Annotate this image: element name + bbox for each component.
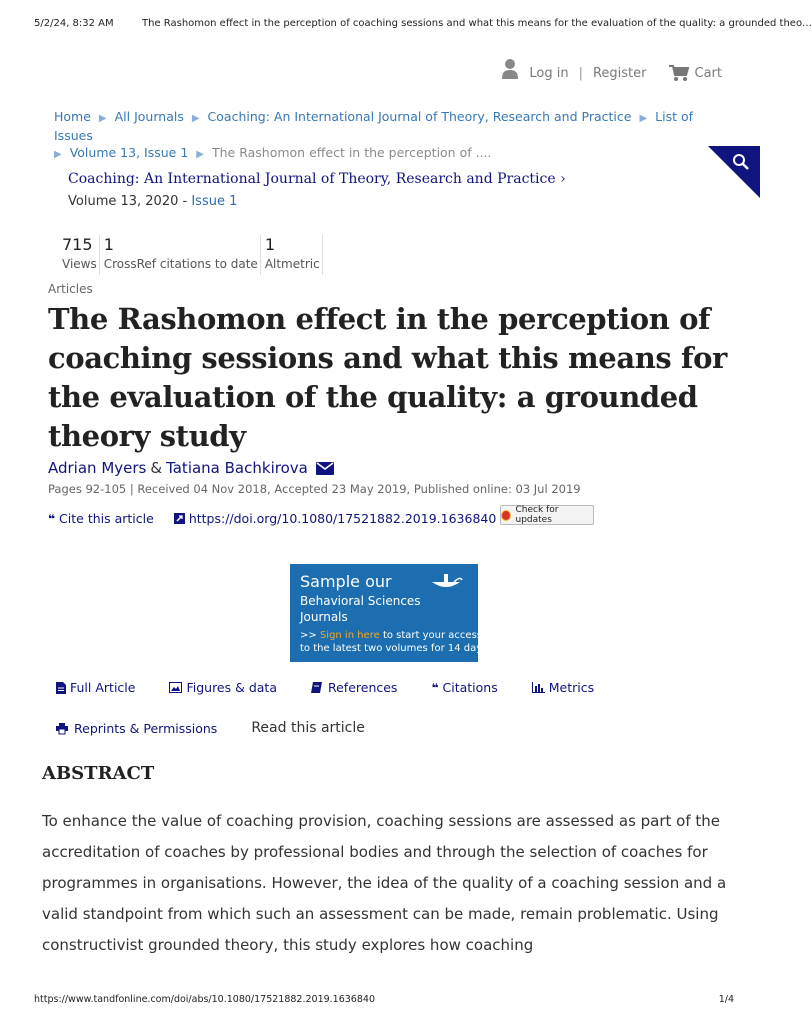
tab-reprints[interactable] — [56, 721, 217, 736]
author-separator: & — [150, 459, 163, 477]
article-title: The Rashomon effect in the perception of coaching sessions and what this means for the evaluation of the quality: a grounded theory study — [48, 302, 727, 453]
breadcrumb-arrow-icon: ▶ — [54, 149, 62, 160]
journal-title-link[interactable]: Coaching: An International Journal of Theory, Research and Practice › — [68, 171, 566, 187]
breadcrumb-journal[interactable]: Coaching: An International Journal of Theory, Research and Practice — [207, 109, 632, 124]
tab-label: References — [327, 680, 398, 695]
metric-label: Views — [62, 257, 97, 271]
check-for-updates-button[interactable] — [500, 505, 594, 525]
tab-metrics[interactable] — [532, 680, 594, 695]
metric-altmetric — [261, 235, 323, 275]
quote-icon: ❝ — [48, 511, 56, 526]
breadcrumb — [54, 108, 734, 163]
ad-banner[interactable] — [290, 564, 488, 662]
print-title: The Rashomon effect in the perception of coaching sessions and what this means for the evaluation of the quality: a grounded theo… — [142, 18, 812, 29]
login-link[interactable]: Log in — [529, 65, 569, 81]
tab-label: Full Article — [70, 680, 136, 695]
author-link[interactable]: Adrian Myers — [48, 459, 147, 477]
metric-views — [58, 235, 100, 275]
publication-info: Pages 92-105 | Received 04 Nov 2018, Accepted 23 May 2019, Published online: 03 Jul 2019 — [48, 482, 581, 496]
mail-icon[interactable] — [316, 462, 334, 475]
abstract-heading: ABSTRACT — [42, 763, 155, 784]
register-link[interactable]: Register — [592, 65, 647, 81]
author-list — [48, 459, 334, 477]
person-icon — [501, 58, 519, 80]
volume-text: Volume 13, 2020 - — [68, 194, 192, 209]
tab-full-article[interactable] — [56, 680, 135, 695]
external-link-icon — [174, 513, 185, 524]
tab-references[interactable] — [311, 680, 397, 695]
metric-label: Altmetric — [264, 257, 320, 271]
user-bar — [501, 58, 722, 88]
crossmark-icon — [501, 510, 511, 521]
metric-value: 1 — [103, 235, 114, 254]
breadcrumb-list-of-issues[interactable]: List of Issues — [54, 109, 694, 143]
cart-link[interactable]: Cart — [694, 65, 722, 81]
bar-chart-icon — [532, 682, 545, 693]
cart-icon[interactable] — [669, 64, 689, 82]
doi-text: https://doi.org/10.1080/17521882.2019.1636840 — [188, 511, 497, 526]
tab-read-this-article[interactable]: Read this article — [251, 720, 365, 736]
document-icon — [56, 682, 66, 694]
abstract-text: To enhance the value of coaching provision, coaching sessions are assessed as part of the accreditation of coaches by professional bodies and through the selection of coaches for programmes in organisations. However, the idea of the quality of a coaching session and a valid standpoint from which such an assessment can be made, remain problematic. Using constructivist grounded theory, this study explores how coaching — [42, 812, 727, 954]
ad-line: Journals — [300, 610, 348, 624]
print-url: https://www.tandfonline.com/doi/abs/10.1080/17521882.2019.1636840 — [34, 994, 375, 1005]
ad-line: Behavioral Sciences — [300, 594, 421, 608]
article-metrics — [58, 235, 323, 275]
metric-value: 715 — [62, 235, 93, 254]
ad-line: Sample our — [300, 572, 392, 591]
print-footer — [34, 994, 734, 1005]
userbar-separator: | — [578, 65, 583, 81]
breadcrumb-volume-issue[interactable]: Volume 13, Issue 1 — [69, 145, 189, 160]
metric-label: CrossRef citations to date — [103, 257, 258, 271]
check-updates-label: Check for updates — [515, 505, 559, 525]
breadcrumb-arrow-icon: ▶ — [98, 113, 107, 124]
tab-label: Reprints & Permissions — [74, 720, 218, 736]
doi-link[interactable] — [174, 511, 497, 526]
ad-line: to the latest two volumes for 14 days — [300, 643, 488, 654]
metric-crossref — [100, 235, 261, 275]
breadcrumb-current: The Rashomon effect in the perception of .... — [211, 145, 492, 160]
image-icon — [169, 682, 182, 693]
article-tabs — [56, 680, 628, 695]
breadcrumb-home[interactable]: Home — [54, 109, 91, 124]
tab-label: Figures & data — [186, 680, 277, 695]
breadcrumb-arrow-icon: ▶ — [639, 113, 648, 124]
breadcrumb-arrow-icon: ▶ — [191, 113, 200, 124]
article-tabs-row-2 — [56, 720, 365, 736]
lamp-icon — [428, 572, 464, 594]
author-link[interactable]: Tatiana Bachkirova — [166, 459, 308, 477]
tab-label: Metrics — [548, 680, 595, 695]
print-icon — [56, 723, 68, 734]
ad-line — [300, 630, 482, 641]
breadcrumb-all-journals[interactable]: All Journals — [114, 109, 184, 124]
tab-label: Citations — [442, 680, 498, 695]
metric-value: 1 — [264, 235, 275, 254]
ad-prefix: >> — [300, 630, 320, 641]
breadcrumb-arrow-icon: ▶ — [196, 149, 204, 160]
tab-citations[interactable] — [431, 680, 497, 695]
tab-figures[interactable] — [169, 680, 277, 695]
cite-doi-row — [48, 511, 516, 526]
article-type: Articles — [48, 282, 93, 296]
quote-icon: ❝ — [431, 680, 439, 695]
issue-link[interactable]: Issue 1 — [191, 194, 238, 209]
cite-article-link[interactable] — [48, 511, 154, 526]
print-page-number: 1/4 — [718, 994, 734, 1005]
cite-label: Cite this article — [59, 511, 154, 526]
ad-sign-in-link[interactable]: Sign in here — [319, 630, 380, 641]
volume-info — [68, 194, 237, 209]
book-icon — [311, 682, 322, 693]
search-toggle-button[interactable] — [708, 146, 760, 198]
ad-line-rest: to start your access — [379, 630, 482, 641]
print-datetime: 5/2/24, 8:32 AM — [34, 18, 114, 29]
